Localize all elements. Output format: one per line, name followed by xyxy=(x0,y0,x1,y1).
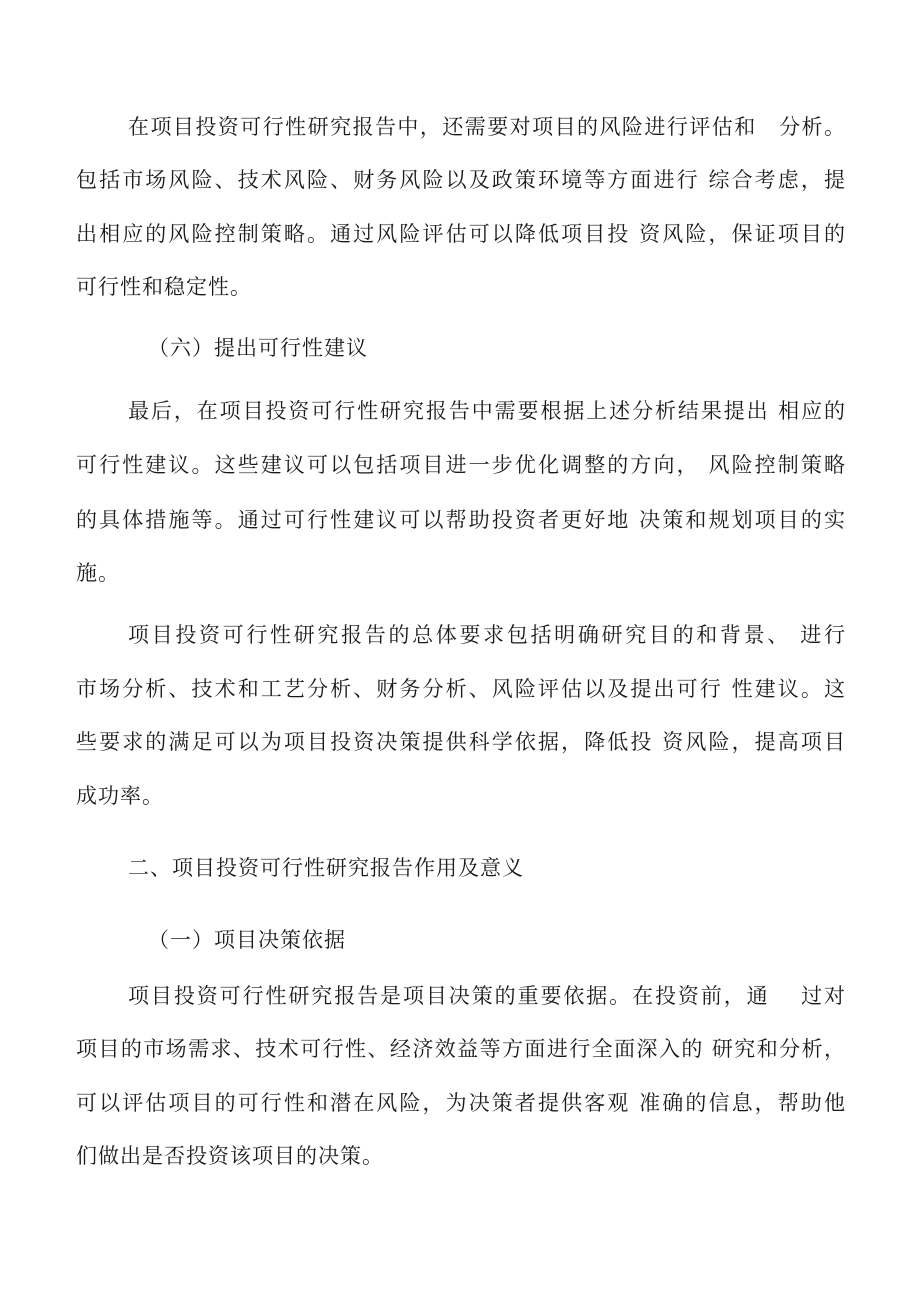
paragraph-line: 出相应的风险控制策略。通过风险评估可以降低项目投 资风险，保证项目的 xyxy=(76,222,846,246)
subsection-heading: （六）提出可行性建议 xyxy=(148,336,368,360)
paragraph-line: 项目投资可行性研究报告的总体要求包括明确研究目的和背景、 进行 xyxy=(128,623,846,647)
paragraph-line: 施。 xyxy=(76,561,120,585)
paragraph-line: 们做出是否投资该项目的决策。 xyxy=(76,1144,384,1168)
paragraph-line: 项目投资可行性研究报告是项目决策的重要依据。在投资前，通 过对 xyxy=(128,984,846,1008)
paragraph-line: 的具体措施等。通过可行性建议可以帮助投资者更好地 决策和规划项目的实 xyxy=(76,508,846,532)
subsection-heading: （一）项目决策依据 xyxy=(148,928,346,952)
paragraph-line: 可以评估项目的可行性和潜在风险，为决策者提供客观 准确的信息，帮助他 xyxy=(76,1091,846,1115)
paragraph-line: 包括市场风险、技术风险、财务风险以及政策环境等方面进行 综合考虑，提 xyxy=(76,168,846,192)
paragraph-line: 项目的市场需求、技术可行性、经济效益等方面进行全面深入的 研究和分析， xyxy=(76,1037,846,1061)
section-heading: 二、项目投资可行性研究报告作用及意义 xyxy=(128,856,524,880)
paragraph-line: 最后，在项目投资可行性研究报告中需要根据上述分析结果提出 相应的 xyxy=(128,399,846,423)
paragraph-line: 可行性和稳定性。 xyxy=(76,275,252,299)
paragraph-line: 市场分析、技术和工艺分析、财务分析、风险评估以及提出可行 性建议。这 xyxy=(76,677,846,701)
paragraph-line: 成功率。 xyxy=(76,784,164,808)
paragraph-line: 些要求的满足可以为项目投资决策提供科学依据，降低投 资风险，提高项目 xyxy=(76,730,846,754)
paragraph-line: 在项目投资可行性研究报告中，还需要对项目的风险进行评估和 分析。 xyxy=(128,115,846,139)
paragraph-line: 可行性建议。这些建议可以包括项目进一步优化调整的方向， 风险控制策略 xyxy=(76,453,846,477)
